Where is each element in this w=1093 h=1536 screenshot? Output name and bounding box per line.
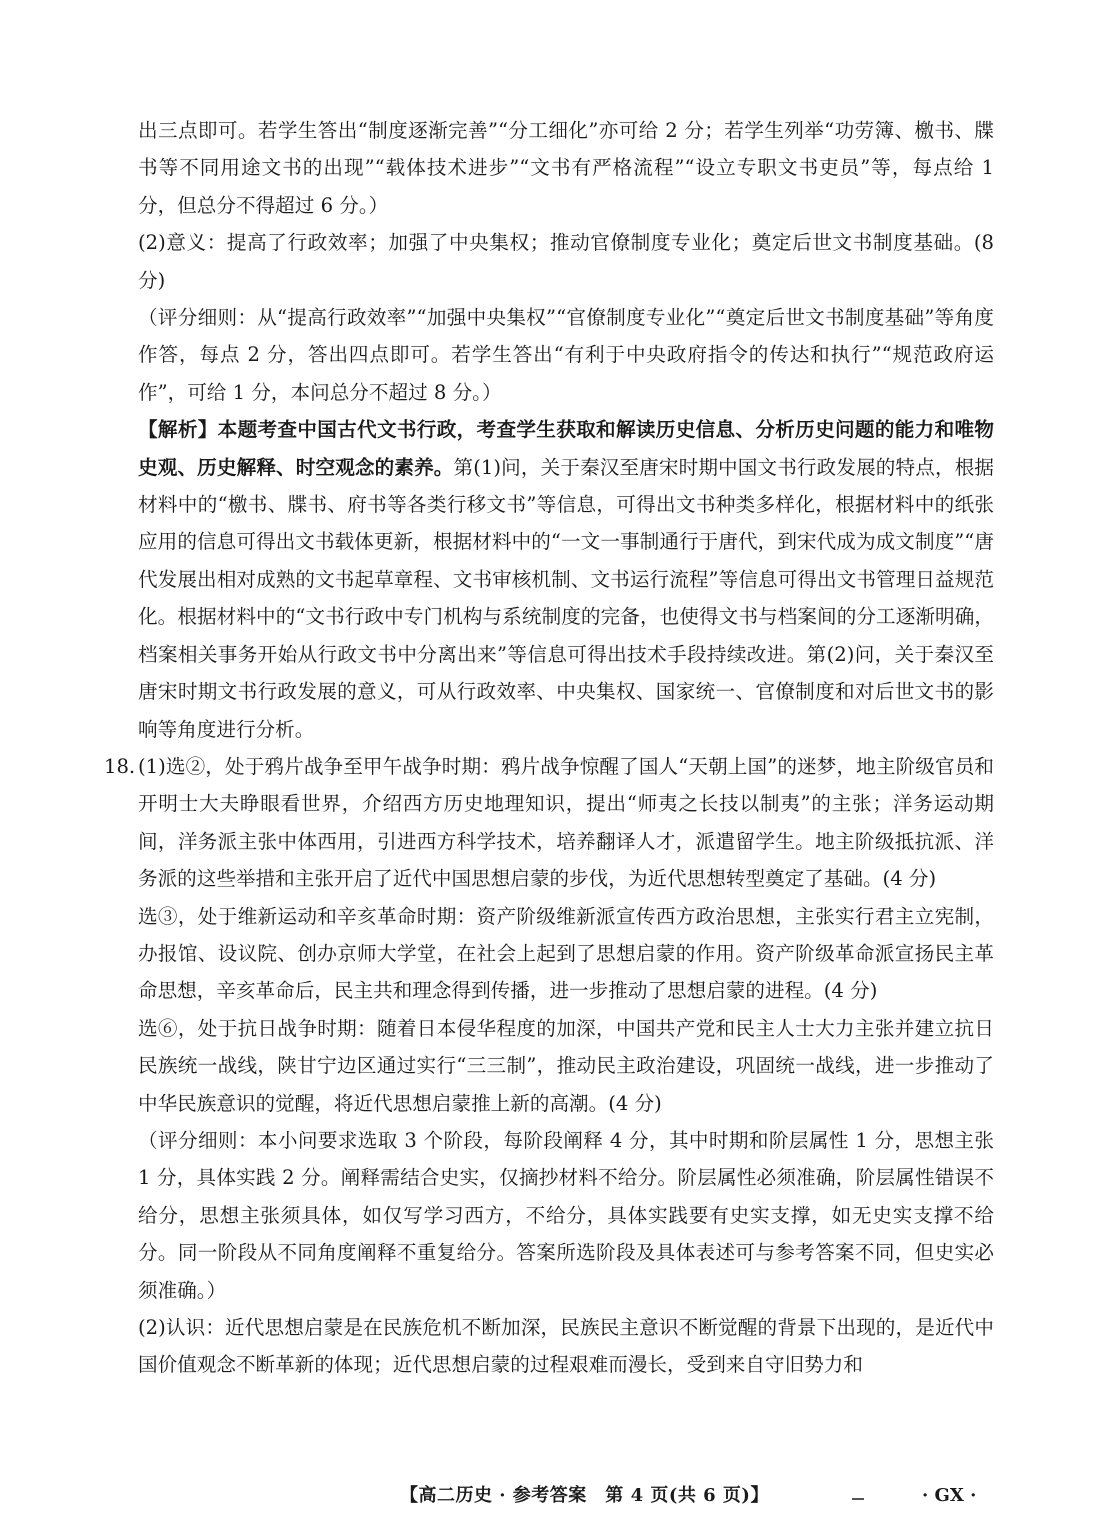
question-18-part2: (2)认识：近代思想启蒙是在民族危机不断加深，民族民主意识不断觉醒的背景下出现的，是近代中国价值观念不断革新的体现；近代思想启蒙的过程艰难而漫长，受到来自守旧势力和 xyxy=(138,1316,994,1377)
footer-region-code: · GX · xyxy=(922,1485,977,1506)
question-18-option3: 选③，处于维新运动和辛亥革命时期：资产阶级维新派宣传西方政治思想，主张实行君主立宪制，办报馆、设议院、创办京师大学堂，在社会上起到了思想启蒙的作用。资产阶级革命派宣扬民主革命思想，辛亥革命后，民主共和理念得到传播，进一步推动了思想启蒙的进程。(4 分) xyxy=(138,904,994,1003)
paragraph-significance: (2)意义：提高了行政效率；加强了中央集权；推动官僚制度专业化；奠定后世文书制度基础。(8 分) xyxy=(138,231,994,292)
paragraph-scoring-continued: 出三点即可。若学生答出“制度逐渐完善”“分工细化”亦可给 2 分；若学生列举“功劳簿、檄书、牒书等不同用途文书的出现”“载体技术进步”“文书有严格流程”“设立专职文书吏员”等，每点给 1 分，但总分不得超过 6 分。） xyxy=(138,119,994,217)
analysis-paragraph xyxy=(138,411,994,748)
paragraph-scoring-rules: （评分细则：从“提高行政效率”“加强中央集权”“官僚制度专业化”“奠定后世文书制度基础”等角度作答，每点 2 分，答出四点即可。若学生答出“有利于中央政府指令的传达和执行”“规范政府运作”，可给 1 分，本问总分不超过 8 分。） xyxy=(138,306,994,404)
question-number: 18. xyxy=(104,754,136,778)
question-18-option6: 选⑥，处于抗日战争时期：随着日本侵华程度的加深，中国共产党和民主人士大力主张并建立抗日民族统一战线，陕甘宁边区通过实行“三三制”，推动民主政治建设，巩固统一战线，进一步推动了中华民族意识的觉醒，将近代思想启蒙推上新的高潮。(4 分) xyxy=(138,1016,994,1115)
analysis-body: 第(1)问，关于秦汉至唐宋时期中国文书行政发展的特点，根据材料中的“檄书、牒书、府书等各类行移文书”等信息，可得出文书种类多样化，根据材料中的纸张应用的信息可得出文书载体更新，根据材料中的“一文一事制通行于唐代，到宋代成为成文制度”“唐代发展出相对成熟的文书起草章程、文书审核机制、文书运行流程”等信息可得出文书管理日益规范化。根据材料中的“文书行政中专门机构与系统制度的完备，也使得文书与档案间的分工逐渐明确，档案相关事务开始从行政文书中分离出来”等信息可得出技术手段持续改进。第(2)问，关于秦汉至唐宋时期文书行政发展的意义，可从行政效率、中央集权、国家统一、官僚制度和对后世文书的影响等角度进行分析。 xyxy=(138,455,995,741)
question-18-part1-text: (1)选②，处于鸦片战争至甲午战争时期：鸦片战争惊醒了国人“天朝上国”的迷梦，地主阶级官员和开明士大夫睁眼看世界，介绍西方历史地理知识，提出“师夷之长技以制夷”的主张；洋务运动期间，洋务派主张中体西用，引进西方科学技术，培养翻译人才，派遣留学生。地主阶级抵抗派、洋务派的这些举措和主张开启了近代中国思想启蒙的步伐，为近代思想转型奠定了基础。(4 分) xyxy=(138,754,994,891)
analysis-heading: 【解析】本题考查中国古代文书行政，考查学生获取和解读历史信息、分析历史问题的能力和唯物史观、历史解释、时空观念的素养。 xyxy=(138,418,994,479)
answer-content xyxy=(104,112,995,1384)
question-18-rubric: （评分细则：本小问要求选取 3 个阶段，每阶段阐释 4 分，其中时期和阶层属性 1 分，思想主张 1 分，具体实践 2 分。阐释需结合史实，仅摘抄材料不给分。阶层属性必须准确，阶层属性错误不给分，思想主张须具体，如仅写学习西方，不给分，具体实践要有史实支撑，如无史实支撑不给分。同一阶段从不同角度阐释不重复给分。答案所选阶段及具体表述可与参考答案不同，但史实必须准确。） xyxy=(138,1128,994,1302)
question-18-part1 xyxy=(104,748,994,898)
footer-dash xyxy=(852,1498,864,1500)
footer-page-info: 【高二历史 · 参考答案 第 4 页(共 6 页)】 xyxy=(400,1485,769,1506)
